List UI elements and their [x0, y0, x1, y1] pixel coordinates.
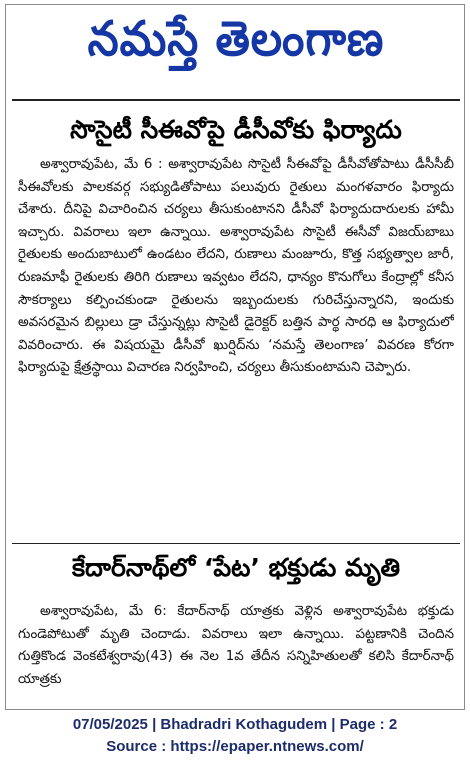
- article-divider: [12, 543, 460, 544]
- footer-date-edition: 07/05/2025 | Bhadradri Kothagudem | Page : 2: [72, 716, 398, 733]
- article2-body: అశ్వారావుపేట, మే 6: కేదార్‌నాథ్ యాత్రకు వెళ్లిన అశ్వారావుపేట భక్తుడు గుండెపోటుతో మృతి చెందాడు. వివరాలు ఇలా ఉన్నాయి. పట్టణానికి చెందిన గుత్తికొండ వెంకటేశ్వరావు(43) ఈ నెల 1వ తేదీన సన్నిహితులతో కలిసి కేదార్‌నాథ్ యాత్రకు: [18, 604, 454, 687]
- masthead-title: నమస్తే తెలంగాణ: [87, 11, 385, 67]
- article1-body: అశ్వారావుపేట, మే 6 : అశ్వారావుపేట సొసైటీ సీఈవోపై డీసీవోతోపాటు డీసీసీబీ సీఈవోలకు పాలకవర్గ సభ్యుడితోపాటు పలువురు రైతులు మంగళవారం ఫిర్యాదు చేశారు. దీనిపై విచారించిన చర్యలు తీసుకుంటానని డీసీవో ఫిర్యాదుదారులకు హామీ ఇచ్చారు. వివరాలు ఇలా ఉన్నాయి. అశ్వారావుపేట సొసైటీ ఈసీవో విజయ్‌బాబు రైతులకు అందుబాటులో ఉండటం లేదని, రుణాలు మంజూరు, కొత్త సభ్యత్వాల జారీ, రుణమాఫీ రైతులకు తిరిగి రుణాలు ఇవ్వటం లేదని, ధాన్యం కొనుగోలు కేంద్రాల్లో కనీస సౌకర్యాలు కల్పించకుండా రైతులను ఇబ్బందులకు గురిచేస్తున్నారని, ఇందుకు అవసరమైన బిల్లులు డ్రా చేస్తున్నట్లు సొసైటీ డైరెక్టర్ బత్తిన పార్థ సారధి ఆ ఫిర్యాదులో వివరించారు. ఈ విషయమై డీసీవో ఖుర్షిద్‌ను ‘నమస్తే తెలంగాణ’ వివరణ కోరగా ఫిర్యాదుపై క్షేత్రస్థాయి విచారణ నిర్వహించి, చర్యలు తీసుకుంటామని చెప్పారు.: [18, 157, 454, 376]
- article2-headline: కేదార్‌నాథ్‌లో ‘పేట’ భక్తుడు మృతి: [71, 553, 401, 582]
- masthead-divider: [12, 99, 460, 101]
- article1-headline: సొసైటీ సీఈవోపై డీసీవోకు ఫిర్యాదు: [70, 115, 402, 144]
- newspaper-clipping: [5, 4, 465, 710]
- footer-source: Source : https://epaper.ntnews.com/: [106, 738, 364, 755]
